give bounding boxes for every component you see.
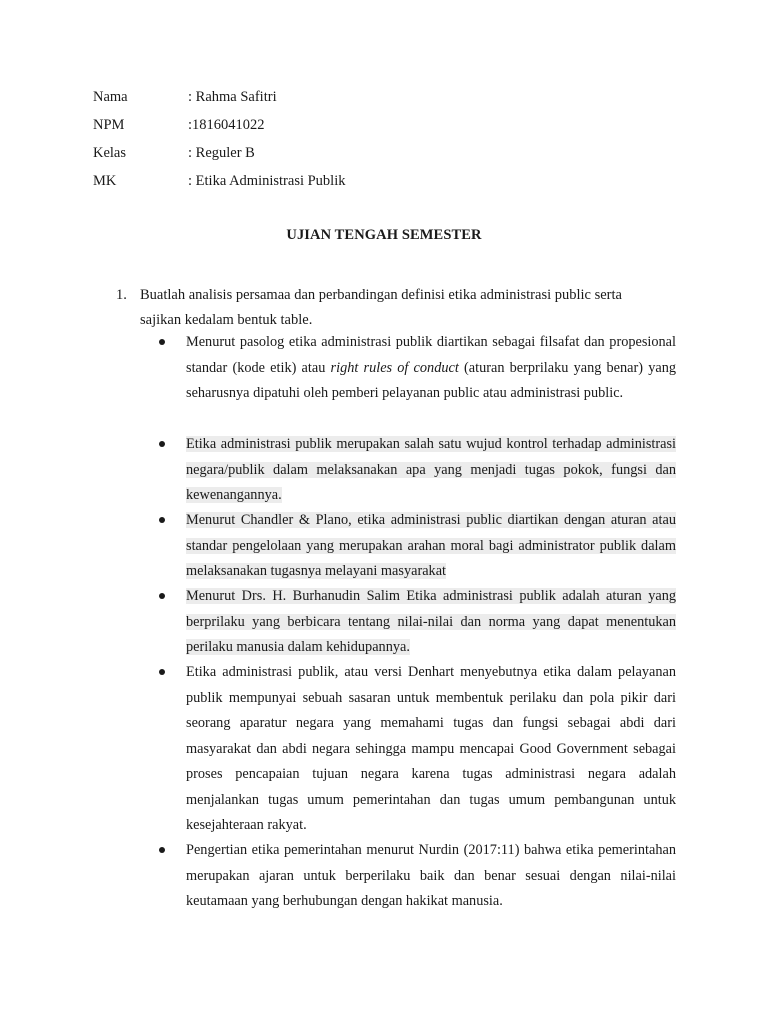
bullet-icon	[159, 669, 165, 675]
bullet-icon	[159, 441, 165, 447]
bullet-item	[140, 432, 680, 509]
bullet-icon	[159, 847, 165, 853]
info-label: Nama	[93, 89, 128, 105]
bullet-item	[140, 660, 680, 839]
question-text: Buatlah analisis persamaa dan perbandingan definisi etika administrasi public serta sajikan kedalam bentuk table.	[140, 287, 622, 328]
info-value: : Rahma Safitri	[188, 89, 277, 105]
bullet-text-part: (aturan berprilaku yang benar) yang seharusnya dipatuhi oleh pemberi pelayanan public atau administrasi public.	[186, 359, 677, 401]
bullet-text-part: Menurut Chandler & Plano, etika administrasi public diartikan dengan aturan atau standar pengelolaan yang merupakan arahan moral bagi administrator publik dalam melaksanakan tugasnya melayani masyarakat	[186, 512, 676, 579]
bullet-text	[186, 432, 676, 509]
bullet-icon	[159, 339, 165, 345]
info-value: : Reguler B	[188, 145, 255, 161]
info-row-mk	[93, 172, 346, 190]
bullet-icon	[159, 593, 165, 599]
bullet-text	[186, 508, 676, 585]
bullet-item	[140, 508, 680, 585]
bullet-text	[186, 330, 676, 407]
info-row-nama	[93, 88, 277, 106]
info-label: Kelas	[93, 145, 127, 161]
info-label: MK	[93, 173, 117, 189]
bullet-text	[186, 660, 676, 839]
bullet-text	[186, 584, 676, 661]
info-value: :1816041022	[188, 117, 265, 133]
info-value: : Etika Administrasi Publik	[188, 173, 346, 189]
bullet-text-part: Etika administrasi publik, atau versi Denhart menyebutnya etika dalam pelayanan publik mempunyai sebuah sasaran untuk membentuk perilaku dan pola pikir dari seorang aparatur negara yang memahami tugas dan fungsi sebagai abdi dari masyarakat dan abdi negara sehingga mampu mencapai Good Government sebagai proses pencapaian tujuan negara karena tugas administrasi negara adalah menjalankan tugas umum pemerintahan dan tugas umum pembangunan untuk kesejahteraan rakyat.	[186, 664, 676, 833]
bullet-item	[140, 330, 680, 407]
bullet-text-part: Menurut pasolog etika administrasi publik diartikan sebagai filsafat dan propesional standar (kode etik) atau	[186, 334, 676, 376]
bullet-text-italic: right rules of conduct	[330, 359, 459, 376]
bullet-text-part: Pengertian etika pemerintahan menurut Nurdin (2017:11) bahwa etika pemerintahan merupakan ajaran untuk berperilaku baik dan benar sesuai dengan nilai-nilai keutamaan yang berhubungan dengan hakikat manusia.	[186, 842, 676, 909]
info-label: NPM	[93, 117, 125, 133]
page-title: UJIAN TENGAH SEMESTER	[286, 227, 482, 243]
bullet-item	[140, 584, 680, 661]
bullet-icon	[159, 517, 165, 523]
bullet-text-part: Etika administrasi publik merupakan salah satu wujud kontrol terhadap administrasi negara/publik dalam melaksanakan apa yang menjadi tugas pokok, fungsi dan kewenangannya.	[186, 436, 676, 503]
bullet-text-part: Menurut Drs. H. Burhanudin Salim Etika administrasi publik adalah aturan yang berprilaku yang berbicara tentang nilai-nilai dan norma yang dapat menentukan perilaku manusia dalam kehidupannya.	[186, 588, 676, 655]
bullet-item	[140, 838, 680, 915]
bullet-text	[186, 838, 676, 915]
info-row-npm	[93, 116, 265, 134]
question-number: 1.	[116, 287, 127, 303]
info-row-kelas	[93, 144, 255, 162]
